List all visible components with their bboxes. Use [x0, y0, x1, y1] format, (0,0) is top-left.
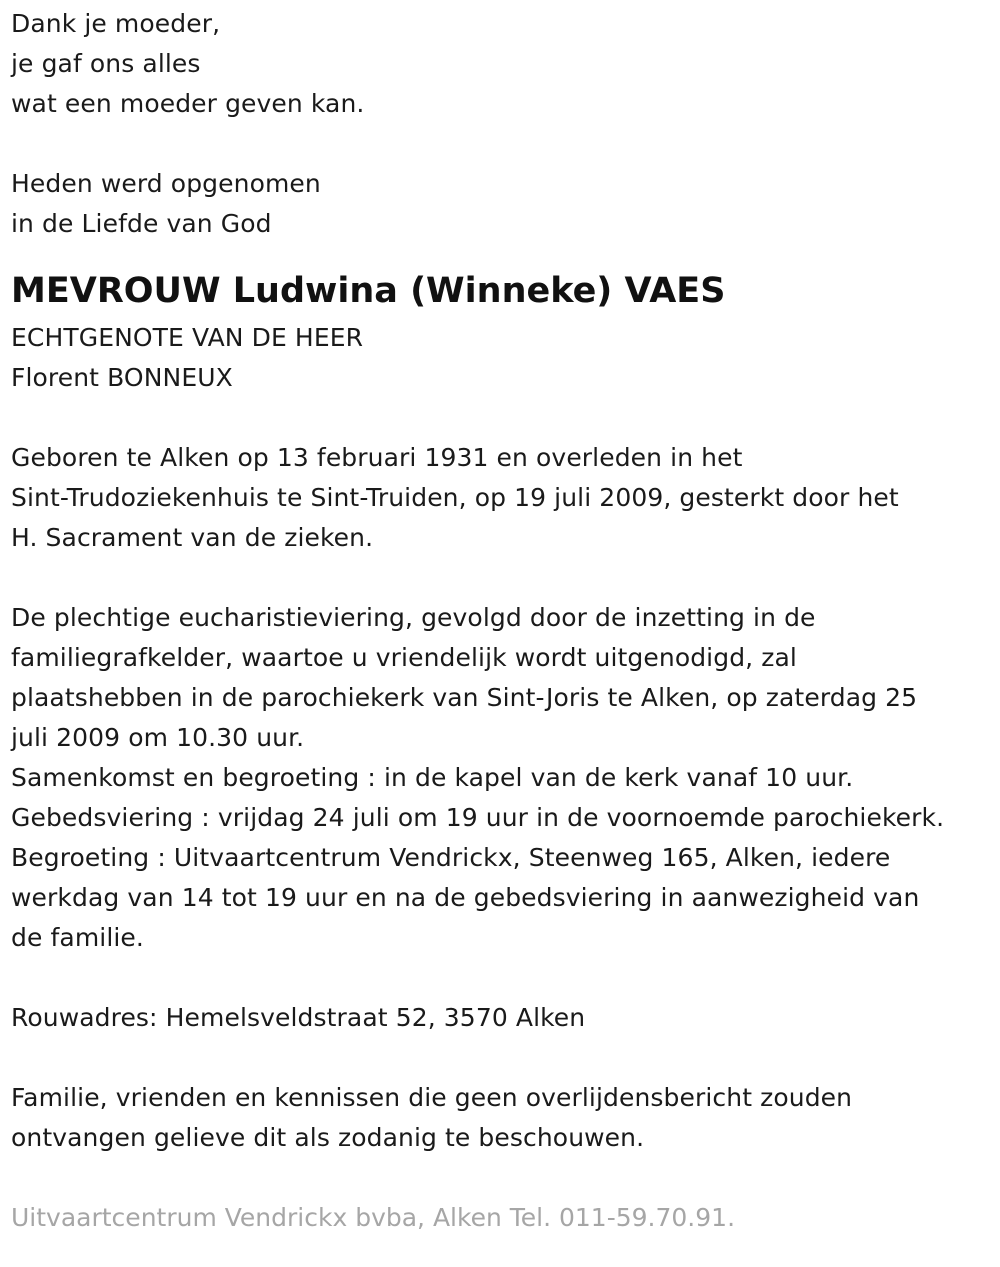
intro-line: in de Liefde van God: [11, 209, 272, 238]
ceremony-line: Gebedsviering : vrijdag 24 juli om 19 uur in de voornoemde parochiekerk.: [11, 803, 945, 832]
intro-line: Heden werd opgenomen: [11, 169, 321, 198]
deceased-name: MEVROUW Ludwina (Winneke) VAES: [11, 271, 726, 311]
ceremony-line: de familie.: [11, 923, 144, 952]
ceremony-line: plaatshebben in de parochiekerk van Sint-Joris te Alken, op zaterdag 25: [11, 683, 918, 712]
birth-death-paragraph: [11, 438, 991, 558]
spacer: [11, 398, 991, 438]
poem-block: [11, 4, 991, 124]
ceremony-paragraph: [11, 598, 991, 958]
birth-death-line: Sint-Trudoziekenhuis te Sint-Truiden, op 19 juli 2009, gesterkt door het: [11, 483, 899, 512]
poem-line: Dank je moeder,: [11, 9, 221, 38]
birth-death-line: Geboren te Alken op 13 februari 1931 en overleden in het: [11, 443, 743, 472]
spacer: [11, 558, 991, 598]
obituary-document: [11, 4, 991, 1238]
ceremony-line: familiegrafkelder, waartoe u vriendelijk wordt uitgenodigd, zal: [11, 643, 797, 672]
funeral-home-footer: Uitvaartcentrum Vendrickx bvba, Alken Tel. 011-59.70.91.: [11, 1203, 736, 1232]
ceremony-line: Samenkomst en begroeting : in de kapel van de kerk vanaf 10 uur.: [11, 763, 854, 792]
spacer: [11, 958, 991, 998]
intro-block: [11, 164, 991, 244]
spacer: [11, 1158, 991, 1198]
ceremony-line: Begroeting : Uitvaartcentrum Vendrickx, Steenweg 165, Alken, iedere: [11, 843, 891, 872]
ceremony-line: werkdag van 14 tot 19 uur en na de gebedsviering in aanwezigheid van: [11, 883, 920, 912]
poem-line: je gaf ons alles: [11, 49, 201, 78]
ceremony-line: juli 2009 om 10.30 uur.: [11, 723, 305, 752]
spouse-block: [11, 318, 991, 398]
poem-line: wat een moeder geven kan.: [11, 89, 365, 118]
spacer: [11, 124, 991, 164]
spouse-name: Florent BONNEUX: [11, 363, 233, 392]
notice-line: ontvangen gelieve dit als zodanig te beschouwen.: [11, 1123, 645, 1152]
spouse-title: ECHTGENOTE VAN DE HEER: [11, 323, 364, 352]
notice-line: Familie, vrienden en kennissen die geen overlijdensbericht zouden: [11, 1083, 853, 1112]
notice-paragraph: [11, 1078, 991, 1158]
birth-death-line: H. Sacrament van de zieken.: [11, 523, 374, 552]
mourning-address: Rouwadres: Hemelsveldstraat 52, 3570 Alken: [11, 1003, 586, 1032]
ceremony-line: De plechtige eucharistieviering, gevolgd door de inzetting in de: [11, 603, 816, 632]
spacer: [11, 1038, 991, 1078]
